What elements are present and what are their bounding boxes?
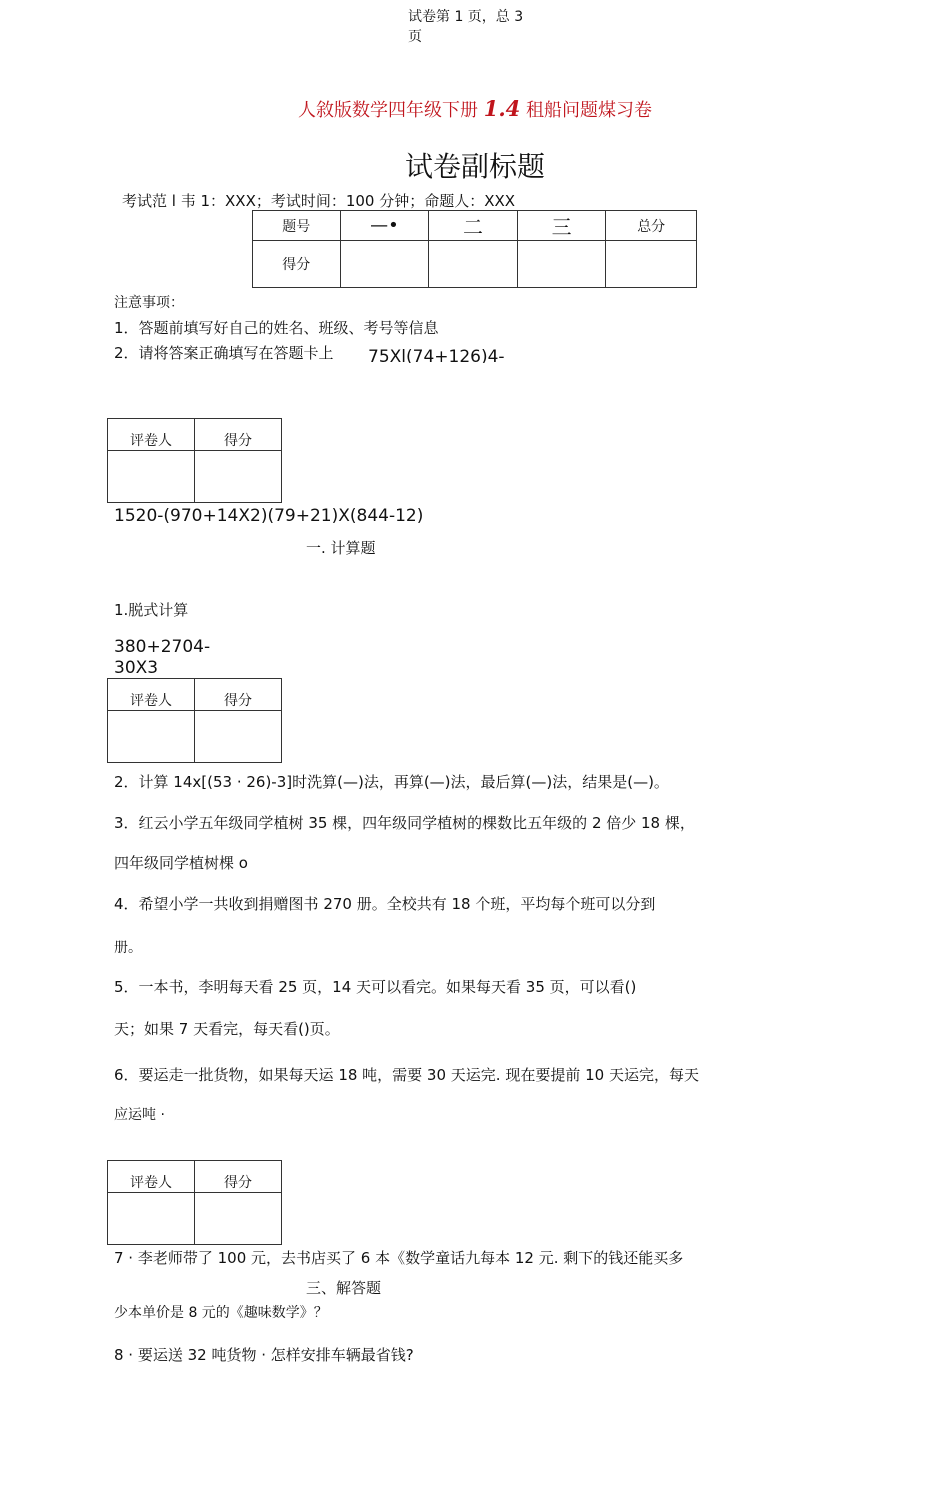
question-5-line2: 天；如果 7 天看完，每天看()页。 bbox=[114, 1020, 340, 1038]
grader-box-3 bbox=[107, 1160, 282, 1245]
score-table bbox=[252, 210, 697, 288]
score-cell[interactable] bbox=[606, 241, 697, 288]
score-header-2: 二 bbox=[429, 211, 518, 241]
grader-cell[interactable] bbox=[108, 1193, 195, 1245]
score-cell[interactable] bbox=[517, 241, 606, 288]
question-3-line2: 四年级同学植树棵 o bbox=[114, 854, 248, 872]
notice-item-2: 2．请将答案正确填写在答题卡上 bbox=[114, 344, 334, 362]
score-header-total: 总分 bbox=[606, 211, 697, 241]
stray-expression-2: 1520-(970+14X2)(79+21)X(844-12) bbox=[114, 506, 424, 526]
question-6-line2: 应运吨 · bbox=[114, 1107, 165, 1123]
title-suffix: 租船问题煤习卷 bbox=[526, 100, 652, 121]
grader-label: 评卷人 bbox=[108, 679, 195, 711]
section-1-title: 一. 计算题 bbox=[306, 539, 376, 557]
page-info-line1: 试卷第 1 页，总 3 bbox=[408, 9, 524, 25]
grader-box-1 bbox=[107, 418, 282, 503]
score-header-1: —• bbox=[340, 211, 429, 241]
exam-info: 考试范 l 韦 1：XXX；考试时间：100 分钟；命题人：XXX bbox=[122, 192, 516, 210]
grader-cell[interactable] bbox=[108, 711, 195, 763]
title-number: 1.4 bbox=[483, 96, 521, 121]
question-1-label: 1.脱式计算 bbox=[114, 601, 189, 619]
question-6-line1: 6．要运走一批货物，如果每天运 18 吨，需要 30 天运完. 现在要提前 10 天运完，每天 bbox=[114, 1066, 699, 1084]
grade-label: 得分 bbox=[195, 1161, 282, 1193]
score-header-3: 三 bbox=[517, 211, 606, 241]
score-cell[interactable] bbox=[340, 241, 429, 288]
question-5-line1: 5．一本书，李明每天看 25 页，14 天可以看完。如果每天看 35 页，可以看() bbox=[114, 978, 637, 996]
document-title bbox=[0, 96, 950, 122]
question-1-expr-line2: 30X3 bbox=[114, 658, 159, 678]
grader-cell[interactable] bbox=[108, 451, 195, 503]
stray-expression-1: 75Xl(74+126)4- bbox=[368, 347, 505, 363]
score-header-question-no: 题号 bbox=[253, 211, 341, 241]
question-7-line2: 少本单价是 8 元的《趣味数学》？ bbox=[114, 1305, 328, 1321]
question-4-line1: 4．希望小学一共收到捐赠图书 270 册。全校共有 18 个班，平均每个班可以分到 bbox=[114, 895, 656, 913]
subtitle: 试卷副标题 bbox=[404, 150, 545, 183]
grade-cell[interactable] bbox=[195, 1193, 282, 1245]
notice-title: 注意事项： bbox=[114, 295, 184, 311]
title-prefix: 人敘版数学四年级下册 bbox=[297, 100, 478, 121]
grade-label: 得分 bbox=[195, 419, 282, 451]
grade-cell[interactable] bbox=[195, 451, 282, 503]
grade-label: 得分 bbox=[195, 679, 282, 711]
notice-item-1: 1．答题前填写好自己的姓名、班级、考号等信息 bbox=[114, 319, 439, 337]
grade-cell[interactable] bbox=[195, 711, 282, 763]
grader-box-2 bbox=[107, 678, 282, 763]
question-8: 8 · 要运送 32 吨货物 · 怎样安排车辆最省钱? bbox=[114, 1346, 414, 1364]
question-1-expr-line1: 380+2704- bbox=[114, 637, 211, 657]
question-3-line1: 3．红云小学五年级同学植树 35 棵，四年级同学植树的棵数比五年级的 2 倍少 18 棵， bbox=[114, 814, 695, 832]
page-info-line2: 页 bbox=[408, 29, 422, 45]
question-2: 2．计算 14x[(53 · 26)-3]时洗算(—)法，再算(—)法，最后算(—)法，结果是(—)。 bbox=[114, 773, 669, 791]
grader-label: 评卷人 bbox=[108, 419, 195, 451]
section-3-title: 三、解答题 bbox=[306, 1279, 382, 1297]
score-row-label: 得分 bbox=[253, 241, 341, 288]
question-4-line2: 册。 bbox=[114, 940, 142, 956]
score-cell[interactable] bbox=[429, 241, 518, 288]
grader-label: 评卷人 bbox=[108, 1161, 195, 1193]
question-7-line1: 7 · 李老师带了 100 元，去书店买了 6 本《数学童话九每本 12 元. 剩下的钱还能买多 bbox=[114, 1249, 684, 1267]
